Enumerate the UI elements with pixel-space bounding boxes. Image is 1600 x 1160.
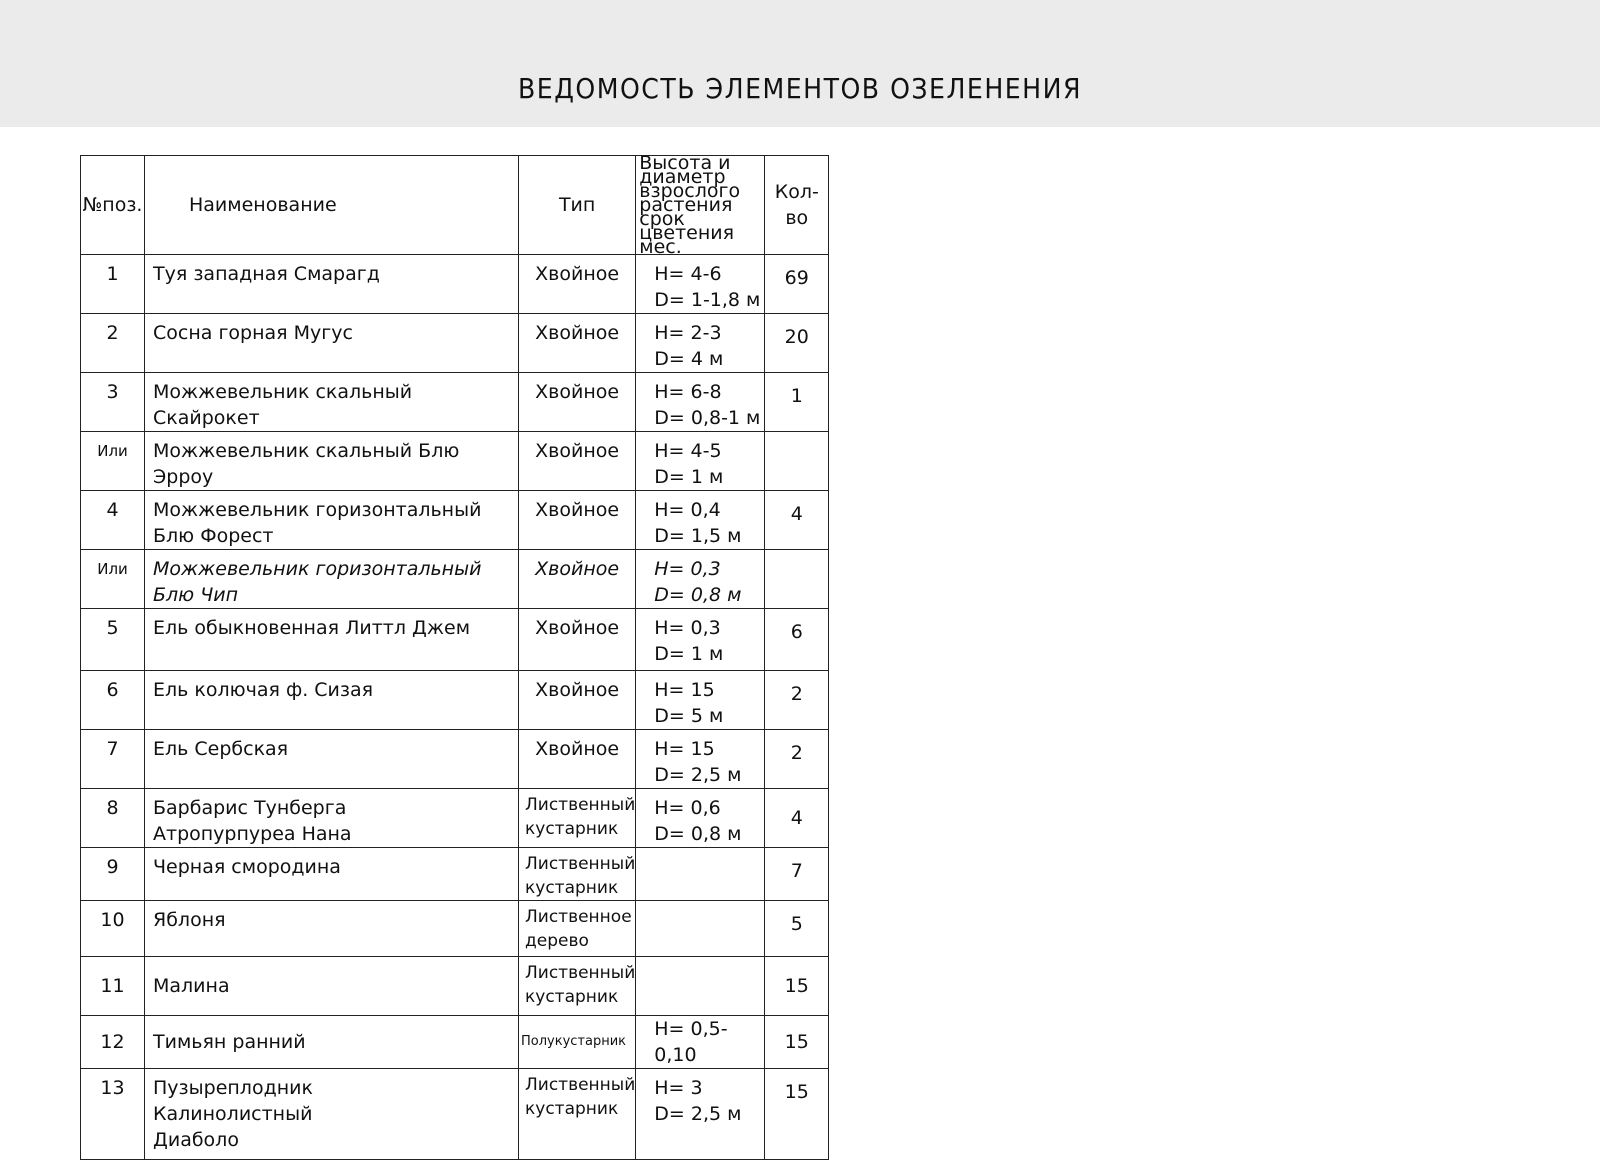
cell-type: Хвойное xyxy=(519,432,636,491)
table-row xyxy=(81,1016,829,1069)
cell-size xyxy=(636,957,765,1016)
cell-qty: 2 xyxy=(765,730,829,789)
cell-name: Можжевельник скальный Блю Эрроу xyxy=(145,432,519,491)
cell-size: H= 6-8 D= 0,8-1 м xyxy=(636,373,765,432)
cell-num: 4 xyxy=(81,491,145,550)
cell-size: H= 0,6 D= 0,8 м xyxy=(636,789,765,848)
cell-name: Сосна горная Мугус xyxy=(145,314,519,373)
cell-name: Пузыреплодник Калинолистный Диаболо xyxy=(145,1069,519,1160)
cell-type: Лиственный кустарник xyxy=(519,1069,636,1160)
cell-name: Можжевельник горизонтальный Блю Чип xyxy=(145,550,519,609)
cell-size: H= 15 D= 2,5 м xyxy=(636,730,765,789)
cell-type: Хвойное xyxy=(519,671,636,730)
cell-type: Хвойное xyxy=(519,314,636,373)
cell-qty: 6 xyxy=(765,609,829,671)
cell-size: H= 0,5-0,10 xyxy=(636,1016,765,1069)
table-row xyxy=(81,671,829,730)
cell-qty: 15 xyxy=(765,957,829,1016)
cell-type: Хвойное xyxy=(519,373,636,432)
cell-num: 7 xyxy=(81,730,145,789)
cell-type: Хвойное xyxy=(519,255,636,314)
cell-qty: 1 xyxy=(765,373,829,432)
cell-qty: 4 xyxy=(765,789,829,848)
table-row xyxy=(81,432,829,491)
cell-size xyxy=(636,901,765,957)
cell-qty: 2 xyxy=(765,671,829,730)
page-title: ВЕДОМОСТЬ ЭЛЕМЕНТОВ ОЗЕЛЕНЕНИЯ xyxy=(518,72,1082,105)
cell-name: Черная смородина xyxy=(145,848,519,901)
column-header-type: Тип xyxy=(519,156,636,255)
table-row xyxy=(81,255,829,314)
cell-size: H= 0,3 D= 0,8 м xyxy=(636,550,765,609)
cell-size: H= 0,4 D= 1,5 м xyxy=(636,491,765,550)
table-row xyxy=(81,491,829,550)
cell-qty xyxy=(765,550,829,609)
cell-name: Ель колючая ф. Сизая xyxy=(145,671,519,730)
cell-num: Или xyxy=(81,432,145,491)
cell-num: 13 xyxy=(81,1069,145,1160)
cell-type: Лиственный кустарник xyxy=(519,789,636,848)
column-header-qty: Кол-во xyxy=(765,156,829,255)
cell-num: 6 xyxy=(81,671,145,730)
cell-qty: 15 xyxy=(765,1069,829,1160)
cell-type: Лиственное дерево xyxy=(519,901,636,957)
cell-size: H= 0,3 D= 1 м xyxy=(636,609,765,671)
column-header-num: №поз. xyxy=(81,156,145,255)
column-header-name: Наименование xyxy=(145,156,519,255)
cell-qty: 4 xyxy=(765,491,829,550)
cell-size: H= 3 D= 2,5 м xyxy=(636,1069,765,1160)
cell-name: Ель обыкновенная Литтл Джем xyxy=(145,609,519,671)
cell-type: Лиственный кустарник xyxy=(519,957,636,1016)
table-row xyxy=(81,901,829,957)
cell-num: 5 xyxy=(81,609,145,671)
cell-name: Барбарис Тунберга Атропурпуреа Нана xyxy=(145,789,519,848)
cell-name: Яблоня xyxy=(145,901,519,957)
greenery-table xyxy=(80,152,829,1160)
cell-size xyxy=(636,848,765,901)
table-row xyxy=(81,848,829,901)
cell-name: Туя западная Смарагд xyxy=(145,255,519,314)
cell-qty xyxy=(765,432,829,491)
cell-name: Ель Сербская xyxy=(145,730,519,789)
cell-num: Или xyxy=(81,550,145,609)
table-row xyxy=(81,609,829,671)
cell-size: H= 4-6 D= 1-1,8 м xyxy=(636,255,765,314)
table-row xyxy=(81,373,829,432)
cell-qty: 69 xyxy=(765,255,829,314)
cell-type: Хвойное xyxy=(519,550,636,609)
cell-num: 8 xyxy=(81,789,145,848)
cell-name: Можжевельник горизонтальный Блю Форест xyxy=(145,491,519,550)
table-row xyxy=(81,550,829,609)
cell-type: Полукустарник xyxy=(519,1016,636,1069)
table-row xyxy=(81,314,829,373)
cell-num: 2 xyxy=(81,314,145,373)
cell-name: Можжевельник скальный Скайрокет xyxy=(145,373,519,432)
cell-size: H= 15 D= 5 м xyxy=(636,671,765,730)
table-row xyxy=(81,957,829,1016)
cell-type: Хвойное xyxy=(519,609,636,671)
table-row xyxy=(81,789,829,848)
cell-qty: 7 xyxy=(765,848,829,901)
cell-num: 11 xyxy=(81,957,145,1016)
cell-name: Тимьян ранний xyxy=(145,1016,519,1069)
column-header-size: Высота и диаметр взрослого растения срок цветения мес. xyxy=(636,156,765,255)
cell-num: 1 xyxy=(81,255,145,314)
cell-type: Хвойное xyxy=(519,491,636,550)
cell-type: Хвойное xyxy=(519,730,636,789)
cell-size: H= 2-3 D= 4 м xyxy=(636,314,765,373)
header-row xyxy=(81,156,829,255)
cell-qty: 20 xyxy=(765,314,829,373)
cell-num: 3 xyxy=(81,373,145,432)
cell-qty: 15 xyxy=(765,1016,829,1069)
cell-num: 12 xyxy=(81,1016,145,1069)
cell-num: 10 xyxy=(81,901,145,957)
cell-qty: 5 xyxy=(765,901,829,957)
table-row xyxy=(81,730,829,789)
cell-name: Малина xyxy=(145,957,519,1016)
cell-size: H= 4-5 D= 1 м xyxy=(636,432,765,491)
cell-type: Лиственный кустарник xyxy=(519,848,636,901)
table-row xyxy=(81,1069,829,1160)
cell-num: 9 xyxy=(81,848,145,901)
title-band xyxy=(0,0,1600,127)
